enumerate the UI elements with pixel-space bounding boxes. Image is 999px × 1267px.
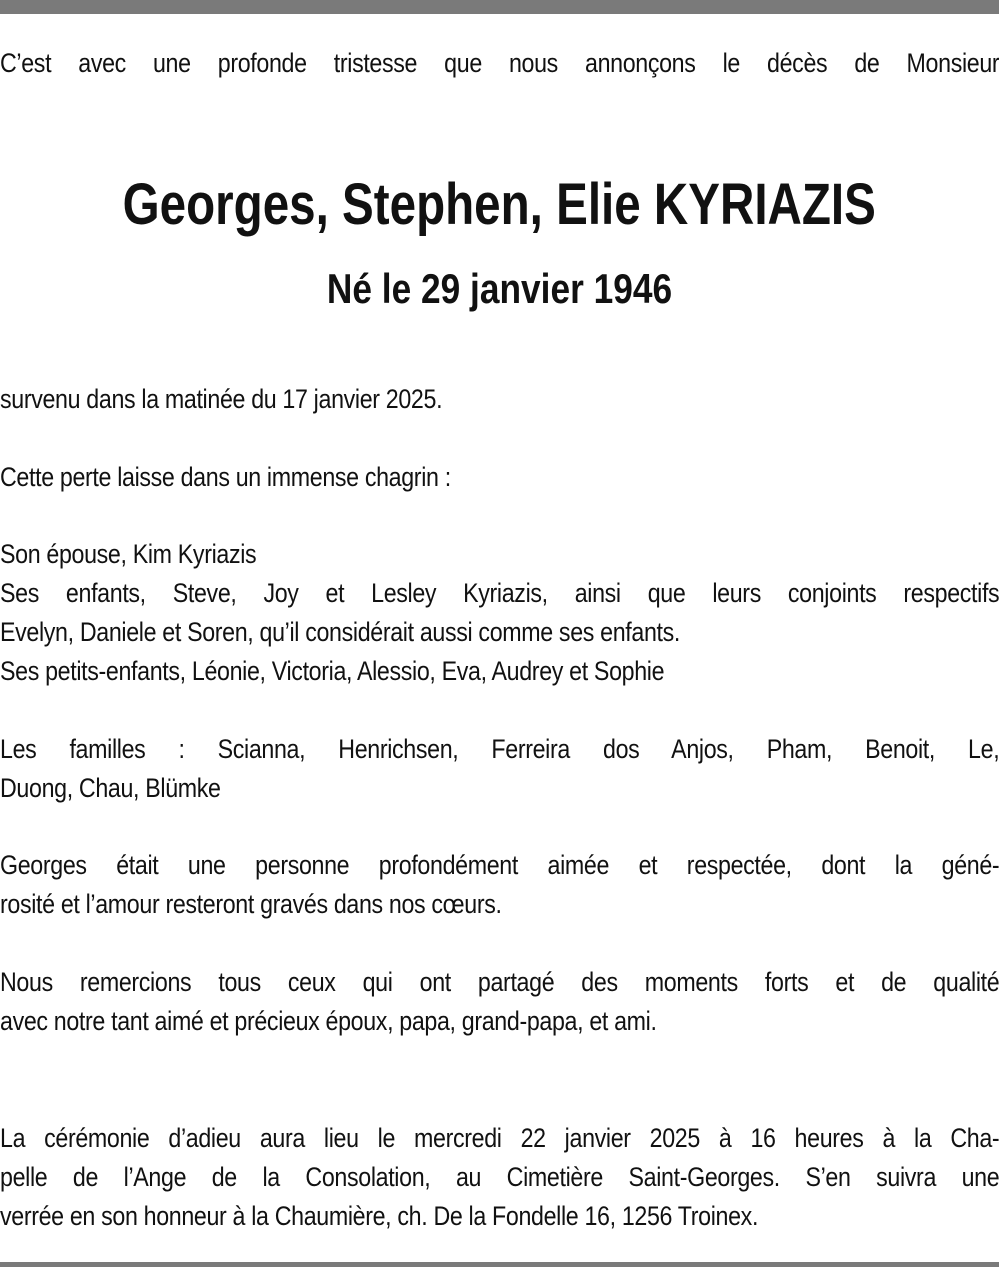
intro-text [0,44,999,83]
grief-intro: Cette perte laisse dans un immense chagrin : [0,462,451,492]
thanks-text: Nous remercions tous ceux qui ont partagé des moments forts et de qualité avec notre tant aimé et précieux époux, papa, grand-papa, et ami. [0,967,999,1036]
top-rule [0,0,999,14]
family-line: Ses enfants, Steve, Joy et Lesley Kyriazis, ainsi que leurs conjoints respectifs [0,578,999,608]
tribute-text: Georges était une personne profondément aimée et respectée, dont la géné- rosité et l’amour resteront gravés dans nos cœurs. [0,850,999,919]
deceased-name: Georges, Stephen, Elie KYRIAZIS [122,172,877,237]
birth-date: Né le 29 janvier 1946 [326,265,673,312]
families-text: Les familles : Scianna, Henrichsen, Ferreira dos Anjos, Pham, Benoit, Le, Duong, Chau, Blümke [0,734,999,803]
death-line: survenu dans la matinée du 17 janvier 2025. [0,384,443,414]
family-line: Son épouse, Kim Kyriazis [0,539,257,569]
ceremony-text: La cérémonie d’adieu aura lieu le mercredi 22 janvier 2025 à 16 heures à la Cha- pelle de l’Ange de la Consolation, au Cimetière Saint-Georges. S’en suivra une verrée en son honneur à la Chaumière, ch. De la Fondelle 16, 1256 Troinex. [0,1123,999,1231]
family-line: Ses petits-enfants, Léonie, Victoria, Alessio, Eva, Audrey et Sophie [0,656,665,686]
intro-line: C’est avec une profonde tristesse que nous annonçons le décès de Monsieur [0,48,999,78]
family-list [0,535,999,691]
bottom-rule [0,1262,999,1267]
family-line: Evelyn, Daniele et Soren, qu’il considérait aussi comme ses enfants. [0,617,681,647]
